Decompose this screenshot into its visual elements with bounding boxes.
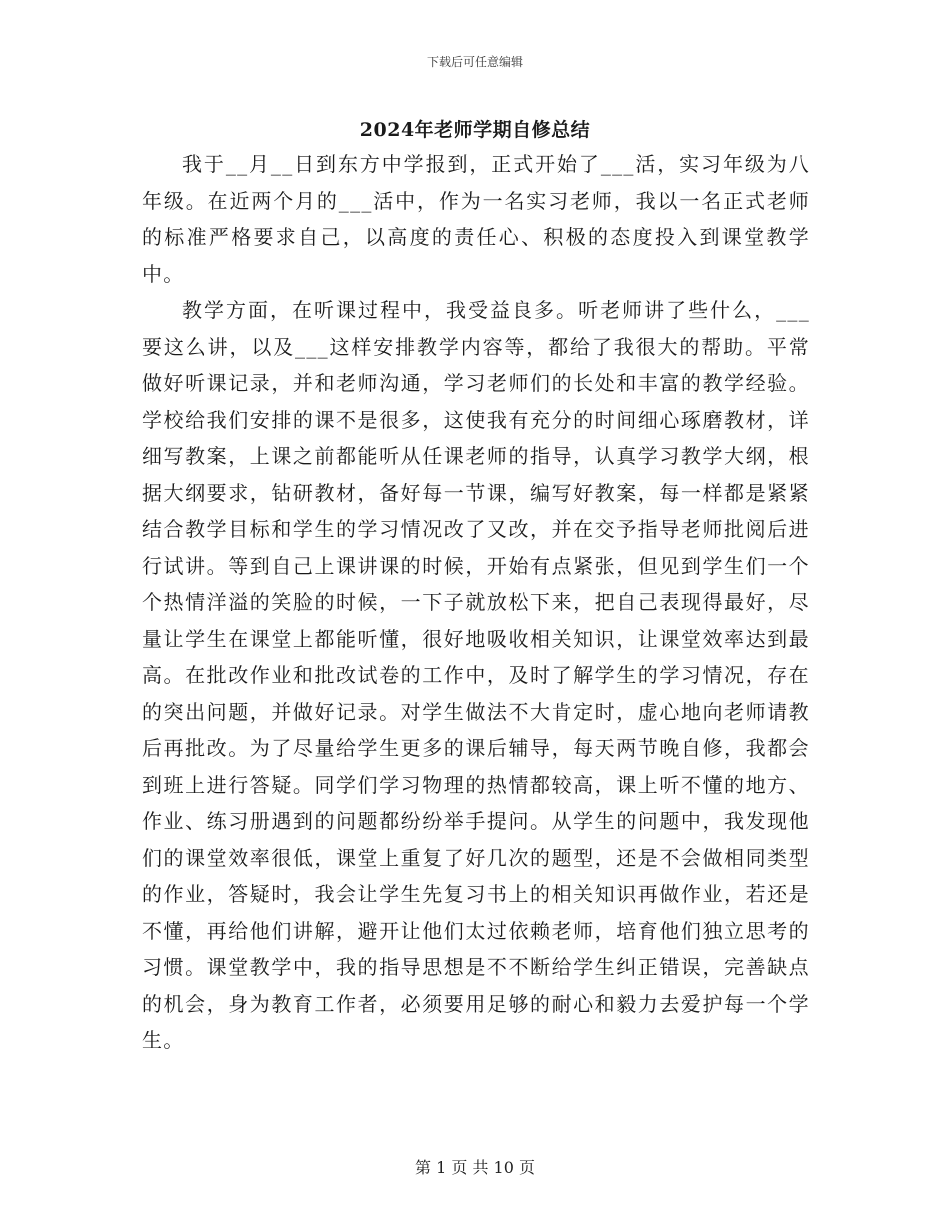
- document-body: [142, 146, 810, 1059]
- paragraph-2: 教学方面，在听课过程中，我受益良多。听老师讲了些什么，___要这么讲，以及___这样安排教学内容等，都给了我很大的帮助。平常做好听课记录，并和老师沟通，学习老师们的长处和丰富的教学经验。学校给我们安排的课不是很多，这使我有充分的时间细心琢磨教材，详细写教案，上课之前都能听从任课老师的指导，认真学习教学大纲，根据大纲要求，钻研教材，备好每一节课，编写好教案，每一样都是紧紧结合教学目标和学生的学习情况改了又改，并在交予指导老师批阅后进行试讲。等到自己上课讲课的时候，开始有点紧张，但见到学生们一个个热情洋溢的笑脸的时候，一下子就放松下来，把自己表现得最好，尽量让学生在课堂上都能听懂，很好地吸收相关知识，让课堂效率达到最高。在批改作业和批改试卷的工作中，及时了解学生的学习情况，存在的突出问题，并做好记录。对学生做法不大肯定时，虚心地向老师请教后再批改。为了尽量给学生更多的课后辅导，每天两节晚自修，我都会到班上进行答疑。同学们学习物理的热情都较高，课上听不懂的地方、作业、练习册遇到的问题都纷纷举手提问。从学生的问题中，我发现他们的课堂效率很低，课堂上重复了好几次的题型，还是不会做相同类型的作业，答疑时，我会让学生先复习书上的相关知识再做作业，若还是不懂，再给他们讲解，避开让他们太过依赖老师，培育他们独立思考的习惯。课堂教学中，我的指导思想是不不断给学生纠正错误，完善缺点的机会，身为教育工作者，必须要用足够的耐心和毅力去爱护每一个学生。: [142, 298, 810, 1052]
- header-note: 下载后可任意编辑: [426, 55, 523, 69]
- page-number: 第 1 页 共 10 页: [415, 1158, 535, 1177]
- paragraph-1: 我于__月__日到东方中学报到，正式开始了___活，实习年级为八年级。在近两个月的___活中，作为一名实习老师，我以一名正式老师的标准严格要求自己，以高度的责任心、积极的态度投入到课堂教学中。: [142, 152, 810, 286]
- document-title: 2024年老师学期自修总结: [359, 119, 591, 141]
